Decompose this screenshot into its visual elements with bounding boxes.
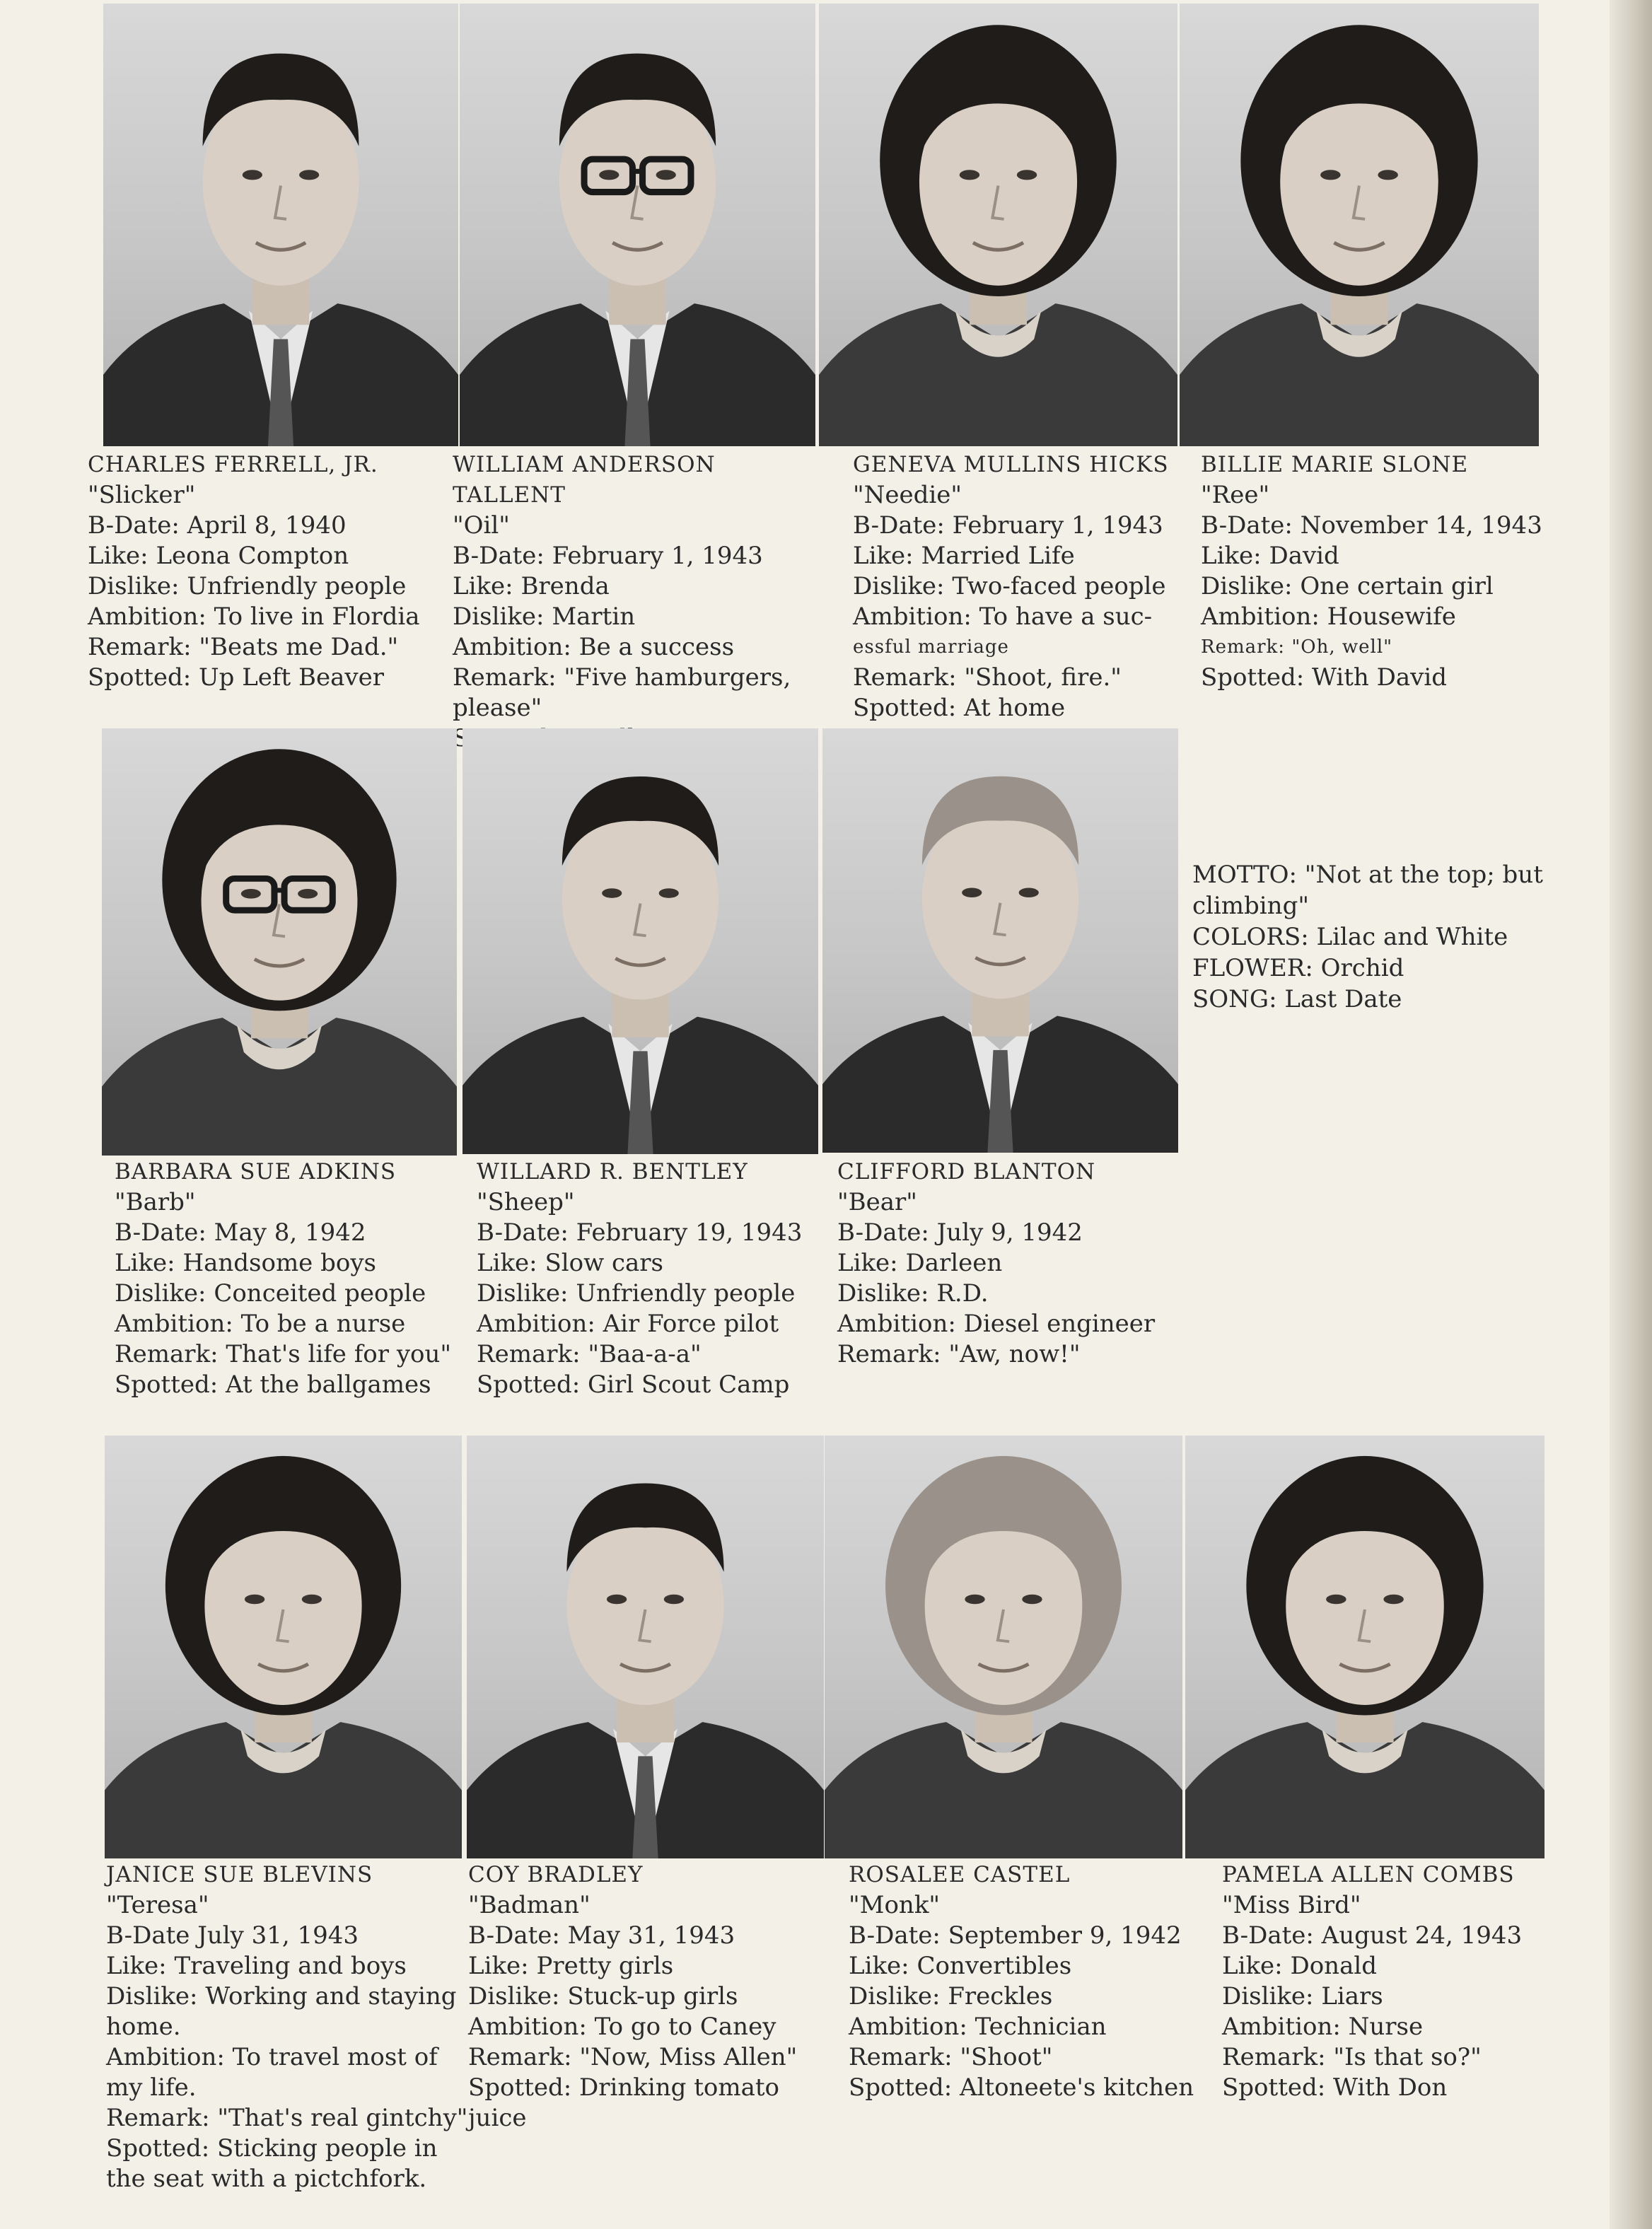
student-nickname: "Bear" [837,1188,917,1216]
student-detail-line: Dislike: Unfriendly people [477,1279,796,1308]
student-detail-line: B-Date: May 8, 1942 [115,1218,366,1247]
student-detail-line: Dislike: Liars [1222,1982,1383,2010]
eye [299,170,319,180]
student-detail-line: Dislike: Martin [453,603,636,631]
student-detail-line: Spotted: Up Left Beaver [88,663,384,692]
student-detail-line: Like: Donald [1222,1952,1377,1980]
eye [1022,1595,1042,1605]
student-detail-line: Dislike: Freckles [849,1982,1053,2010]
student-detail-line: Remark: "That's real gintchy" [106,2104,468,2132]
student-detail-line: Remark: "Now, Miss Allen" [468,2043,798,2071]
student-bio [453,450,820,754]
eye [602,888,622,898]
student-nickname: "Monk" [849,1891,941,1919]
class-info [1192,859,1574,1015]
student-name: WILLARD R. BENTLEY [477,1159,748,1185]
eye [1326,1595,1346,1605]
student-bio [115,1157,482,1400]
student-name: CHARLES FERRELL, JR. [88,452,378,477]
student-name: BARBARA SUE ADKINS [115,1159,397,1185]
portrait-photo [1185,1436,1545,1858]
portrait-photo [102,728,457,1156]
eye [302,1595,322,1605]
student-name: COY BRADLEY [468,1862,644,1887]
student-detail-line: Remark: "Is that so?" [1222,2043,1482,2071]
student-detail-line: Remark: "Shoot, fire." [853,663,1122,692]
student-nickname: "Ree" [1201,481,1270,509]
portrait-photo [825,1436,1182,1858]
student-detail-line: Ambition: Technician [849,2013,1107,2041]
student-name: PAMELA ALLEN COMBS [1222,1862,1515,1887]
student-detail-line: B-Date: April 8, 1940 [88,511,347,540]
student-detail-line: B-Date July 31, 1943 [106,1921,359,1950]
student-detail-line: Spotted: Girl Scout Camp [477,1370,790,1399]
student-name: CLIFFORD BLANTON [837,1159,1096,1185]
class-song: SONG: Last Date [1192,985,1402,1013]
portrait-photo [463,728,818,1154]
eye [656,170,676,180]
student-detail-line: Ambition: Air Force pilot [477,1310,779,1338]
student-detail-line: Like: Traveling and boys [106,1952,407,1980]
student-detail-line: B-Date: August 24, 1943 [1222,1921,1523,1950]
class-colors: COLORS: Lilac and White [1192,923,1508,951]
eye [960,170,979,180]
portrait-photo [1180,4,1539,446]
eye [1320,170,1340,180]
student-bio [849,1860,1216,2103]
student-detail-line: Spotted: At home [853,694,1066,722]
eye [241,889,261,899]
student-nickname: "Needie" [853,481,962,509]
student-bio [88,450,455,693]
student-detail-line: Remark: "Shoot" [849,2043,1053,2071]
student-detail-line: Spotted: At the ballgames [115,1370,431,1399]
student-detail-line: Spotted: Sticking people in [106,2134,438,2163]
student-nickname: "Barb" [115,1188,196,1216]
eye [243,170,262,180]
student-detail-line: Like: Slow cars [477,1249,663,1277]
eye [607,1595,627,1605]
student-detail-line: B-Date: May 31, 1943 [468,1921,735,1950]
eye [962,887,982,897]
eye [1017,170,1037,180]
student-bio [477,1157,844,1400]
student-detail-line: Like: Pretty girls [468,1952,674,1980]
student-bio [853,450,1221,723]
student-detail-line: Ambition: To travel most of [106,2043,438,2071]
student-detail-line: the seat with a pictchfork. [106,2165,427,2193]
student-detail-line: Ambition: Be a success [453,633,735,661]
student-detail-line: home. [106,2013,181,2041]
portrait-photo [103,4,458,446]
student-detail-line: B-Date: February 1, 1943 [853,511,1163,540]
portrait-photo [105,1436,462,1858]
student-name: GENEVA MULLINS HICKS [853,452,1169,477]
student-detail-line: B-Date: September 9, 1942 [849,1921,1182,1950]
eye [664,1595,684,1605]
student-detail-line: Like: David [1201,542,1339,570]
student-detail-line: Like: Married Life [853,542,1075,570]
student-detail-line: Ambition: Diesel engineer [837,1310,1156,1338]
student-detail-line: Dislike: Two-faced people [853,572,1166,600]
student-detail-line: Spotted: With David [1201,663,1447,692]
student-nickname: "Sheep" [477,1188,575,1216]
student-detail-line: Ambition: To go to Caney [468,2013,776,2041]
eye [245,1595,264,1605]
student-detail-line: Like: Darleen [837,1249,1003,1277]
student-detail-line: Ambition: Housewife [1201,603,1456,631]
student-bio [468,1860,836,2134]
student-detail-line: B-Date: November 14, 1943 [1201,511,1542,540]
student-detail-line: please" [453,694,542,722]
student-detail-line: Dislike: Stuck-up girls [468,1982,738,2010]
student-name: WILLIAM ANDERSON TALLENT [453,452,716,508]
student-detail-line: Dislike: One certain girl [1201,572,1494,600]
student-name: BILLIE MARIE SLONE [1201,452,1469,477]
student-detail-line: Dislike: Conceited people [115,1279,426,1308]
student-nickname: "Badman" [468,1891,591,1919]
student-detail-line: Like: Handsome boys [115,1249,376,1277]
eye [1378,170,1397,180]
portrait-photo [460,4,815,446]
student-detail-line: Remark: "Beats me Dad." [88,633,399,661]
student-detail-line: Like: Leona Compton [88,542,349,570]
student-detail-line: B-Date: July 9, 1942 [837,1218,1083,1247]
eye [659,888,679,898]
student-detail-line: Like: Brenda [453,572,610,600]
student-name: ROSALEE CASTEL [849,1862,1071,1887]
student-nickname: "Miss Bird" [1222,1891,1361,1919]
portrait-photo [819,4,1177,446]
student-detail-line: Spotted: Drinking tomato juice [468,2073,780,2132]
student-detail-line: B-Date: February 1, 1943 [453,542,763,570]
student-detail-line: Ambition: To live in Flordia [88,603,420,631]
eye [599,170,619,180]
student-nickname: "Teresa" [106,1891,209,1919]
student-detail-line: Remark: "Baa-a-a" [477,1340,702,1368]
student-detail-line: Ambition: To be a nurse [115,1310,406,1338]
eye [1383,1595,1403,1605]
student-detail-line: Ambition: To have a suc- [853,603,1153,631]
eye [965,1595,984,1605]
eye [1019,887,1039,897]
student-bio [1222,1860,1590,2103]
page-edge [1610,0,1652,2229]
student-detail-line: my life. [106,2073,197,2102]
student-nickname: "Oil" [453,511,510,540]
student-name: JANICE SUE BLEVINS [106,1862,373,1887]
student-nickname: "Slicker" [88,481,196,509]
student-detail-line: B-Date: February 19, 1943 [477,1218,803,1247]
student-detail-line: essful marriage [853,636,1009,658]
student-bio [837,1157,1205,1370]
eye [298,889,318,899]
student-detail-line: Spotted: Altoneete's kitchen [849,2073,1194,2102]
student-detail-line: Spotted: With Don [1222,2073,1448,2102]
class-flower: FLOWER: Orchid [1192,954,1404,982]
student-bio [106,1860,474,2194]
student-detail-line: Dislike: Unfriendly people [88,572,407,600]
student-detail-line: Remark: "Five hamburgers, [453,663,791,692]
student-detail-line: Ambition: Nurse [1222,2013,1424,2041]
student-detail-line: Dislike: R.D. [837,1279,989,1308]
class-motto: MOTTO: "Not at the top; but climbing" [1192,861,1543,920]
student-detail-line: Remark: That's life for you" [115,1340,452,1368]
student-bio [1201,450,1569,693]
student-detail-line: Remark: "Oh, well" [1201,636,1393,658]
student-detail-line: Remark: "Aw, now!" [837,1340,1081,1368]
portrait-photo [822,728,1178,1153]
student-detail-line: Like: Convertibles [849,1952,1072,1980]
portrait-photo [467,1436,824,1858]
student-detail-line: Dislike: Working and staying [106,1982,457,2010]
